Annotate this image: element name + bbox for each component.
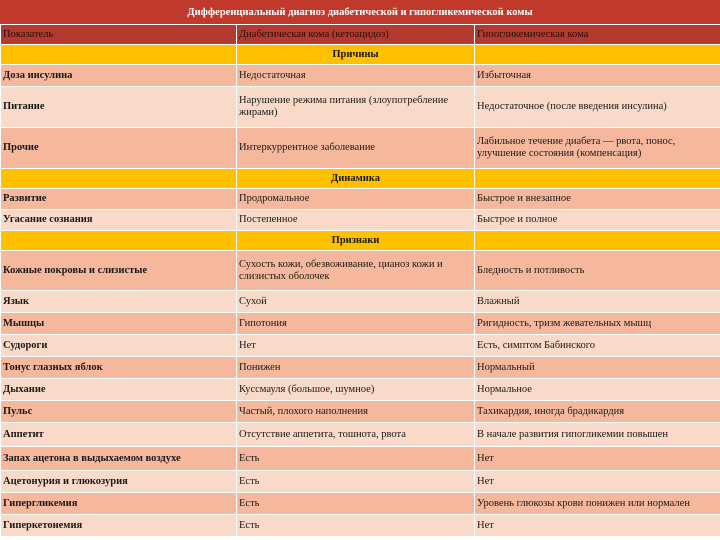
table-row [1, 251, 720, 291]
row-parameter: Гипергликемия [1, 493, 237, 515]
row-parameter: Мышцы [1, 313, 237, 335]
row-parameter: Пульс [1, 401, 237, 423]
row-diabetic-value: Постепенное [237, 210, 475, 231]
row-diabetic-value: Есть [237, 493, 475, 515]
table-row [1, 335, 720, 357]
row-parameter: Кожные покровы и слизистые [1, 251, 237, 291]
section-dynamics: Динамика [237, 169, 475, 189]
row-hypo-value: Нет [475, 515, 720, 537]
row-parameter: Аппетит [1, 423, 237, 447]
header-parameter: Показатель [1, 25, 237, 45]
row-parameter: Гиперкетонемия [1, 515, 237, 537]
row-parameter: Ацетонурия и глюкозурия [1, 471, 237, 493]
section-signs: Признаки [237, 231, 475, 251]
row-parameter: Угасание сознания [1, 210, 237, 231]
table-row [1, 493, 720, 515]
row-diabetic-value: Нет [237, 335, 475, 357]
row-parameter: Питание [1, 87, 237, 128]
row-hypo-value: Быстрое и полное [475, 210, 720, 231]
table-row [1, 447, 720, 471]
row-hypo-value: Ригидность, тризм жевательных мышц [475, 313, 720, 335]
row-hypo-value: Уровень глюкозы крови понижен или нормален [475, 493, 720, 515]
row-parameter: Язык [1, 291, 237, 313]
row-diabetic-value: Есть [237, 515, 475, 537]
row-hypo-value: Лабильное течение диабета — рвота, понос, улучшение состояния (компенсация) [475, 128, 720, 169]
row-hypo-value: Избыточная [475, 65, 720, 87]
table-header-row [1, 25, 720, 45]
row-hypo-value: Бледность и потливость [475, 251, 720, 291]
table-row [1, 379, 720, 401]
section-row-dynamics [1, 169, 720, 189]
row-hypo-value: Нет [475, 447, 720, 471]
table-row [1, 291, 720, 313]
row-parameter: Прочие [1, 128, 237, 169]
row-hypo-value: Нормальный [475, 357, 720, 379]
table-row [1, 210, 720, 231]
table-row [1, 128, 720, 169]
section-row-signs [1, 231, 720, 251]
row-hypo-value: Есть, симптом Бабинского [475, 335, 720, 357]
table-row [1, 471, 720, 493]
table-row [1, 515, 720, 537]
table-row [1, 87, 720, 128]
row-diabetic-value: Продромальное [237, 189, 475, 210]
row-diabetic-value: Нарушение режима питания (злоупотребление жирами) [237, 87, 475, 128]
row-hypo-value: Тахикардия, иногда брадикардия [475, 401, 720, 423]
table-row [1, 65, 720, 87]
table-row [1, 423, 720, 447]
row-hypo-value: В начале развития гипогликемии повышен [475, 423, 720, 447]
row-diabetic-value: Отсутствие аппетита, тошнота, рвота [237, 423, 475, 447]
row-hypo-value: Быстрое и внезапное [475, 189, 720, 210]
row-diabetic-value: Интеркуррентное заболевание [237, 128, 475, 169]
row-parameter: Дыхание [1, 379, 237, 401]
row-parameter: Доза инсулина [1, 65, 237, 87]
row-parameter: Запах ацетона в выдыхаемом воздухе [1, 447, 237, 471]
header-diabetic-coma: Диабетическая кома (кетоацидоз) [237, 25, 475, 45]
header-hypoglycemic-coma: Гипогликемическая кома [475, 25, 720, 45]
section-causes: Причины [237, 45, 475, 65]
row-parameter: Тонус глазных яблок [1, 357, 237, 379]
row-diabetic-value: Недостаточная [237, 65, 475, 87]
row-diabetic-value: Сухой [237, 291, 475, 313]
row-hypo-value: Нормальное [475, 379, 720, 401]
table-row [1, 313, 720, 335]
section-row-causes [1, 45, 720, 65]
table-row [1, 357, 720, 379]
row-diabetic-value: Понижен [237, 357, 475, 379]
row-hypo-value: Недостаточное (после введения инсулина) [475, 87, 720, 128]
table-row [1, 189, 720, 210]
row-hypo-value: Влажный [475, 291, 720, 313]
row-parameter: Развитие [1, 189, 237, 210]
row-diabetic-value: Куссмауля (большое, шумное) [237, 379, 475, 401]
row-diabetic-value: Сухость кожи, обезвоживание, цианоз кожи и слизистых оболочек [237, 251, 475, 291]
comparison-table [0, 24, 720, 537]
row-diabetic-value: Есть [237, 447, 475, 471]
row-diabetic-value: Частый, плохого наполнения [237, 401, 475, 423]
slide-title: Дифференциальный диагноз диабетической и гипогликемической комы [0, 0, 720, 24]
row-hypo-value: Нет [475, 471, 720, 493]
row-parameter: Судороги [1, 335, 237, 357]
row-diabetic-value: Есть [237, 471, 475, 493]
table-row [1, 401, 720, 423]
row-diabetic-value: Гипотония [237, 313, 475, 335]
